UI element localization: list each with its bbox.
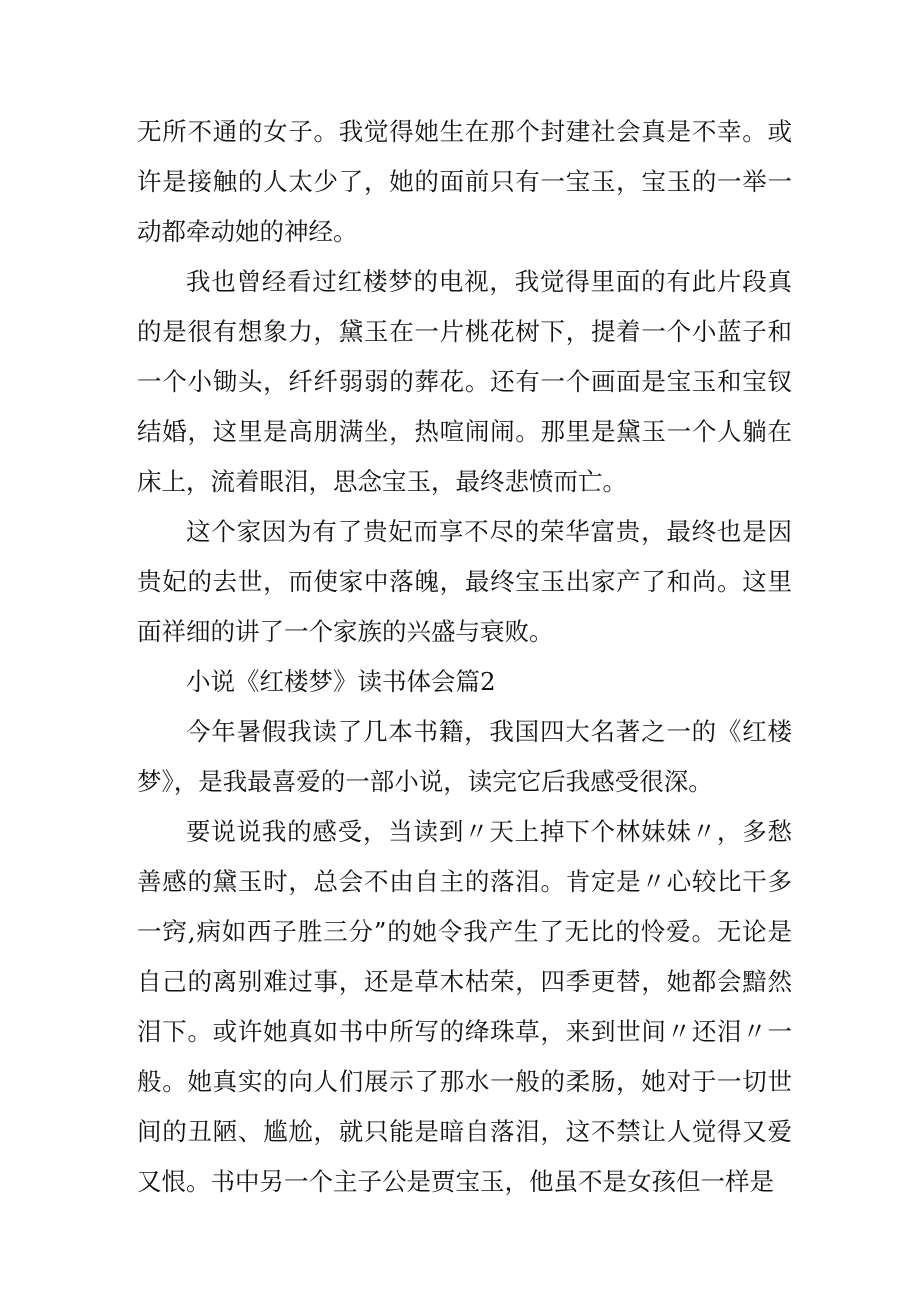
paragraph-2: 我也曾经看过红楼梦的电视，我觉得里面的有此片段真的是很有想象力，黛玉在一片桃花树下，提着一个小蓝子和一个小锄头，纤纤弱弱的葬花。还有一个画面是宝玉和宝钗结婚，这里是高朋满坐，热喧闹闹。那里是黛玉一个人躺在床上，流着眼泪，思念宝玉，最终悲愤而亡。 xyxy=(137,267,792,496)
paragraph-4: 今年暑假我读了几本书籍，我国四大名著之一的《红楼梦》，是我最喜爱的一部小说，读完它后我感受很深。 xyxy=(137,717,792,796)
paragraph-3: 这个家因为有了贵妃而享不尽的荣华富贵，最终也是因贵妃的去世，而使家中落魄，最终宝玉出家产了和尚。这里面祥细的讲了一个家族的兴盛与衰败。 xyxy=(137,517,792,646)
paragraph-5: 要说说我的感受，当读到〃天上掉下个林妹妹〃，多愁善感的黛玉时，总会不由自主的落泪。肯定是〃心较比干多一窍,病如西子胜三分”的她令我产生了无比的怜爱。无论是自己的离别难过事，还是草木枯荣，四季更替，她都会黯然泪下。或许她真如书中所写的绛珠草，来到世间〃还泪〃一般。她真实的向人们展示了那水一般的柔肠，她对于一切世间的丑陋、尴尬，就只能是暗自落泪，这不禁让人觉得又爱又恨。书中另一个主子公是贾宝玉，他虽不是女孩但一样是 xyxy=(137,817,792,1196)
section-heading: 小说《红楼梦》读书体会篇2 xyxy=(186,667,496,696)
paragraph-1: 无所不通的女子。我觉得她生在那个封建社会真是不幸。或许是接触的人太少了，她的面前只有一宝玉，宝玉的一举一动都牵动她的神经。 xyxy=(137,117,792,246)
document-body xyxy=(137,107,792,1207)
